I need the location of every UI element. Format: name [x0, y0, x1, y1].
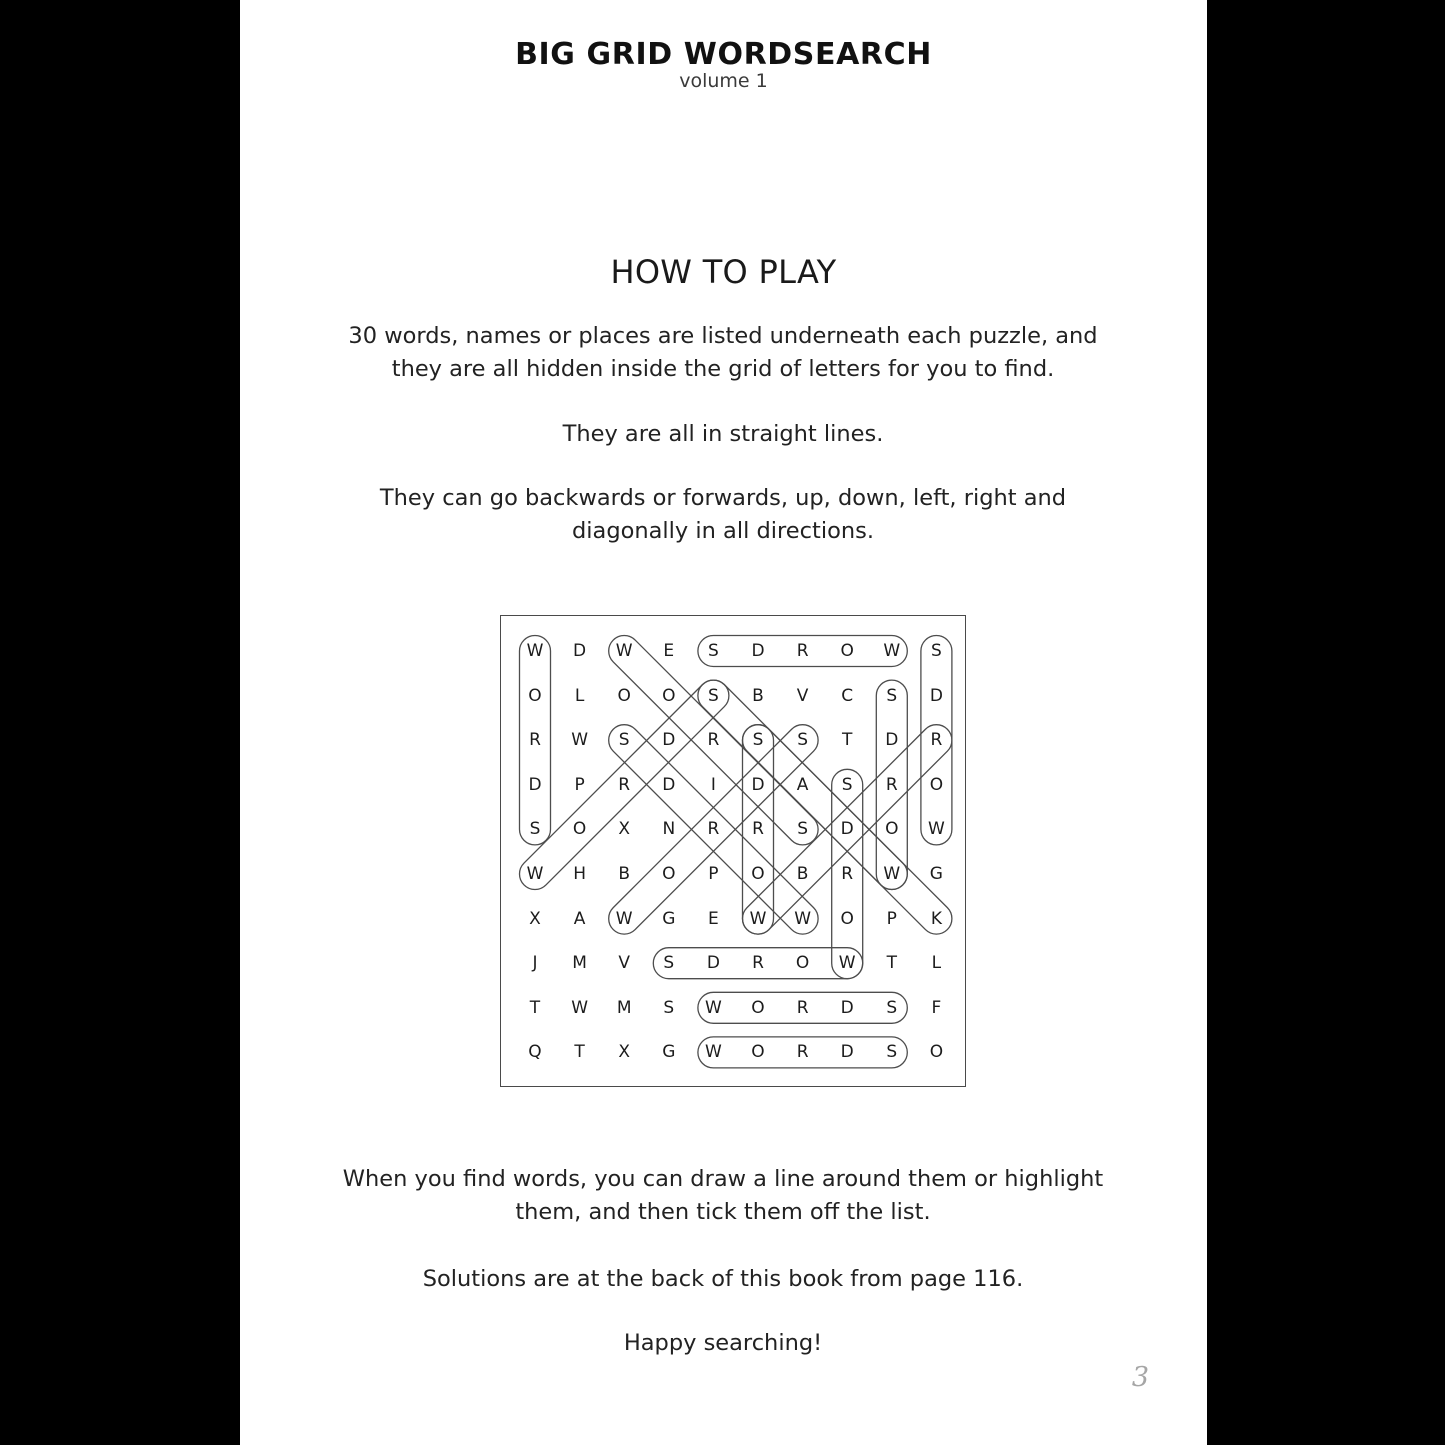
instruction-paragraph-3: They can go backwards or forwards, up, down, left, right and diagonally in all directions.: [379, 485, 1067, 544]
grid-letter: W: [704, 997, 722, 1018]
grid-letter: A: [573, 908, 586, 929]
grid-letter: W: [526, 864, 544, 884]
grid-letter: S: [886, 1042, 898, 1063]
grid-letter: W: [838, 953, 856, 974]
grid-letter: L: [574, 685, 585, 706]
grid-letter: T: [529, 997, 541, 1018]
grid-letter: D: [885, 730, 899, 751]
grid-letter: S: [752, 730, 764, 751]
grid-letter: T: [841, 730, 853, 751]
grid-letter: S: [707, 641, 719, 661]
grid-letter: J: [532, 953, 538, 974]
grid-letter: D: [929, 685, 943, 706]
grid-letter: O: [929, 1042, 944, 1063]
grid-letter: W: [883, 864, 901, 884]
grid-letter: O: [662, 685, 676, 706]
grid-letter: V: [618, 953, 630, 974]
grid-letter: K: [930, 908, 942, 929]
grid-letter: A: [796, 774, 809, 795]
grid-letter: X: [618, 1042, 631, 1063]
grid-letter: D: [751, 641, 765, 661]
grid-letter: O: [885, 819, 899, 840]
grid-letter: H: [573, 864, 586, 884]
grid-letter: R: [930, 730, 943, 751]
grid-letter: L: [931, 953, 942, 974]
grid-letter: D: [662, 774, 676, 795]
grid-letter: D: [573, 641, 587, 661]
grid-letter: S: [529, 819, 541, 840]
page-title: BIG GRID WORDSEARCH: [515, 37, 932, 72]
grid-letter: E: [663, 641, 675, 661]
grid-letter: W: [704, 1042, 722, 1063]
grid-letter: G: [662, 1042, 676, 1063]
grid-letter: S: [797, 819, 808, 840]
grid-letter: X: [618, 819, 631, 840]
grid-letter: R: [841, 864, 854, 884]
grid-letter: O: [795, 953, 810, 974]
grid-letter: P: [886, 908, 897, 929]
grid-letter: N: [662, 819, 676, 840]
book-page: [240, 0, 1207, 1445]
grid-letter: W: [749, 908, 767, 929]
grid-letter: R: [529, 730, 541, 751]
grid-letter: O: [751, 997, 765, 1018]
grid-letter: R: [752, 953, 764, 974]
grid-letter: F: [931, 997, 942, 1018]
grid-letter: R: [796, 997, 809, 1018]
grid-letter: R: [707, 730, 720, 751]
grid-letter: R: [618, 774, 631, 795]
instruction-paragraph-6: Happy searching!: [623, 1330, 823, 1356]
grid-letter: D: [528, 774, 542, 795]
grid-letter: D: [706, 953, 720, 974]
grid-letter: O: [840, 641, 854, 661]
grid-letter: D: [840, 997, 854, 1018]
volume-subtitle: volume 1: [679, 70, 768, 92]
grid-letter: R: [796, 1042, 809, 1063]
grid-letter: B: [796, 864, 809, 884]
grid-letter: O: [751, 1042, 765, 1063]
grid-letter: S: [841, 774, 853, 795]
grid-letter: P: [708, 864, 719, 884]
grid-letter: P: [574, 774, 585, 795]
grid-letter: G: [662, 908, 676, 929]
grid-letter: M: [572, 953, 587, 974]
grid-letter: G: [929, 864, 943, 884]
instruction-paragraph-5: Solutions are at the back of this book from page 116.: [422, 1266, 1024, 1292]
grid-letter: O: [617, 685, 631, 706]
grid-letter: O: [840, 908, 854, 929]
grid-letter: R: [796, 641, 809, 661]
grid-letter: M: [616, 997, 632, 1018]
example-wordsearch-grid: [500, 615, 966, 1087]
grid-letter: S: [663, 953, 675, 974]
grid-letter: E: [708, 908, 719, 929]
grid-letter: B: [752, 685, 764, 706]
grid-letter: S: [886, 685, 898, 706]
grid-letter: C: [841, 685, 854, 706]
instruction-paragraph-4: When you find words, you can draw a line around them or highlight them, and then tick them off the list.: [342, 1166, 1104, 1225]
grid-letter: V: [796, 685, 809, 706]
grid-letter: R: [885, 774, 898, 795]
grid-letter: W: [615, 641, 633, 661]
grid-letter: O: [751, 864, 765, 884]
grid-letter: W: [794, 908, 811, 929]
grid-letter: R: [707, 819, 720, 840]
instruction-paragraph-1: 30 words, names or places are listed underneath each puzzle, and they are all hidden inside the grid of letters for you to find.: [348, 323, 1098, 382]
how-to-play-heading: HOW TO PLAY: [610, 253, 837, 291]
grid-letter: D: [662, 730, 676, 751]
grid-letter: S: [797, 730, 808, 751]
grid-letter: S: [707, 685, 719, 706]
grid-letter: S: [618, 730, 630, 751]
grid-letter: S: [930, 641, 942, 661]
grid-letter: W: [526, 641, 544, 661]
instruction-paragraph-2: They are all in straight lines.: [562, 421, 884, 447]
grid-letter: D: [840, 1042, 854, 1063]
grid-letter: B: [618, 864, 631, 884]
grid-letter: W: [927, 819, 945, 840]
grid-letter: T: [886, 953, 897, 974]
grid-letter: O: [929, 774, 944, 795]
grid-letter: W: [571, 997, 588, 1018]
grid-letter: W: [883, 641, 901, 661]
page-number: 3: [1131, 1362, 1149, 1393]
grid-letter: R: [752, 819, 764, 840]
grid-letter: T: [574, 1042, 585, 1063]
grid-letter: S: [663, 997, 675, 1018]
grid-letter: O: [662, 864, 676, 884]
grid-letter: D: [751, 774, 765, 795]
grid-letter: Q: [528, 1042, 542, 1063]
grid-letter: X: [529, 908, 541, 929]
grid-letter: I: [710, 774, 716, 795]
grid-letter: O: [572, 819, 587, 840]
grid-letter: S: [886, 997, 898, 1018]
grid-letter: W: [615, 908, 633, 929]
grid-letter: O: [528, 685, 542, 706]
grid-letter: D: [840, 819, 854, 840]
grid-letter: W: [571, 730, 588, 751]
